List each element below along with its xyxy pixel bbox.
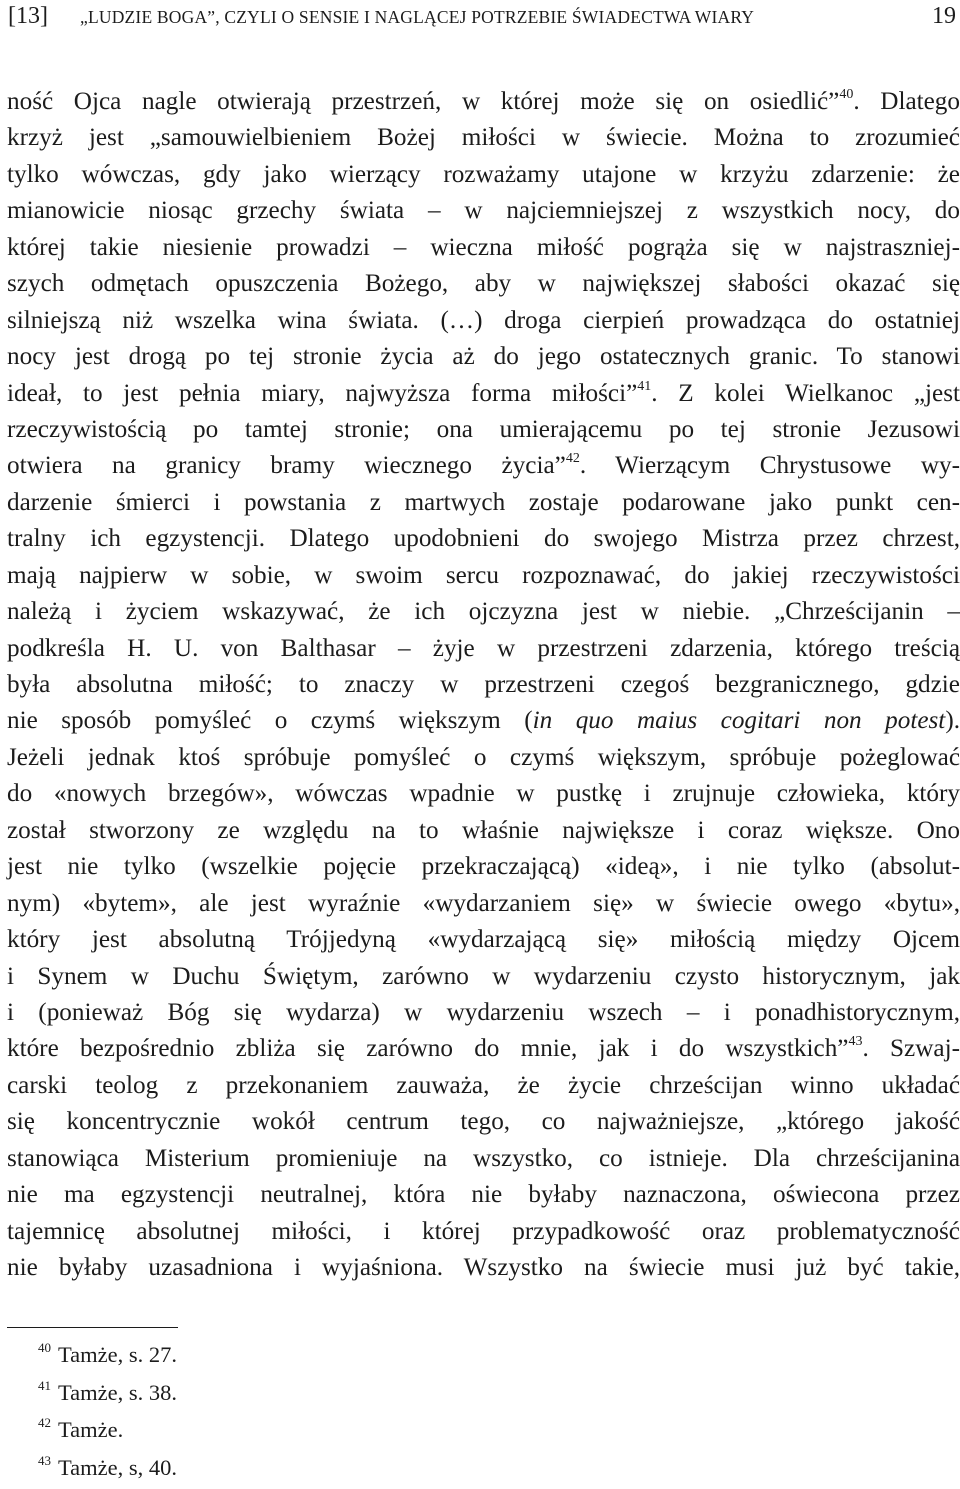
footnote-text: Tamże, s. 38. [58, 1379, 178, 1405]
text-span: . Szwaj- [862, 1035, 960, 1063]
footnote [38, 1411, 177, 1449]
text-line [7, 995, 960, 1031]
footnote [38, 1336, 177, 1374]
text-span: nie byłaby uzasadniona i wyjaśniona. Wszystko na świecie musi już być takie, [7, 1254, 960, 1281]
text-span: była absolutna miłość; to znaczy w przestrzeni czegoś bezgranicznego, gdzie [7, 671, 960, 698]
text-line [7, 703, 960, 739]
footnote-ref: 43 [848, 1034, 863, 1050]
text-line [7, 740, 960, 776]
text-line [7, 922, 960, 958]
footnote-number: 41 [38, 1377, 51, 1393]
text-span: tralny ich egzystencji. Dlatego upodobnieni do swojego Mistrza przez chrzest, [7, 525, 960, 553]
text-line [7, 303, 960, 339]
text-line [7, 849, 960, 885]
text-span: tajemnicę absolutnej miłości, i której przypadkowość oraz problematyczność [7, 1217, 960, 1245]
text-span: należą i życiem wskazywać, że ich ojczyzna jest w niebie. „Chrześcijanin – [7, 598, 960, 626]
text-line [7, 813, 960, 849]
footnote-ref: 41 [637, 378, 652, 394]
text-span: carski teolog z przekonaniem zauważa, że życie chrześcijan winno układać [7, 1071, 960, 1099]
text-span: się koncentrycznie wokół centrum tego, co najważniejsze, „którego jakość [7, 1108, 960, 1136]
text-line [7, 1250, 960, 1286]
footnote-text: Tamże, s, 40. [58, 1454, 178, 1480]
text-span: tylko wówczas, gdy jako wierzący rozważamy utajone w krzyżu zdarzenie: że [7, 160, 960, 188]
footnote-text: Tamże. [58, 1417, 124, 1443]
text-line [7, 1031, 960, 1067]
footnote-ref: 42 [565, 451, 580, 467]
text-line [7, 776, 960, 812]
text-span: rzeczywistością po tamtej stronie; ona umierającemu po tej stronie Jezusowi [7, 415, 960, 443]
text-span: został stworzony ze względu na to właśnie największe i coraz większe. Ono [7, 816, 960, 844]
text-line [7, 1068, 960, 1104]
text-line [7, 448, 960, 484]
text-span: nocy jest drogą po tej stronie życia aż do jego ostatecznych granic. To stanowi [7, 343, 960, 371]
text-span: . Dlatego [853, 88, 960, 115]
text-line [7, 631, 960, 667]
text-span: Jeżeli jednak ktoś spróbuje pomyśleć o czymś większym, spróbuje pożeglować [7, 743, 960, 771]
text-span: i (ponieważ Bóg się wydarza) w wydarzeniu wszech – i ponadhistorycznym, [7, 998, 960, 1026]
text-span: ideał, to jest pełnia miary, najwyższa forma miłości” [7, 379, 638, 407]
text-line [7, 412, 960, 448]
text-span: które bezpośrednio zbliża się zarówno do mnie, jak i do wszystkich” [7, 1035, 849, 1063]
text-line [7, 1141, 960, 1177]
text-line [7, 230, 960, 266]
text-line [7, 1177, 960, 1213]
chapter-number: [13] [8, 3, 48, 29]
text-line [7, 594, 960, 630]
text-line [7, 84, 960, 120]
text-span: ). [945, 707, 960, 735]
footnote-separator [7, 1327, 178, 1328]
text-span: . Wierzącym Chrystusowe wy- [579, 452, 960, 480]
footnote-number: 43 [38, 1452, 51, 1468]
text-span: ność Ojca nagle otwierają przestrzeń, w której może się on osiedlić” [7, 88, 840, 115]
text-line [7, 558, 960, 594]
footnote-number: 42 [38, 1415, 51, 1431]
text-line [7, 266, 960, 302]
text-line [7, 485, 960, 521]
running-header [0, 0, 960, 40]
body-text [7, 84, 960, 1286]
text-span: nie sposób pomyśleć o czymś większym ( [7, 707, 533, 735]
text-span: . Z kolei Wielkanoc „jest [651, 379, 960, 407]
footnote-text: Tamże, s. 27. [58, 1342, 178, 1367]
text-span: jest nie tylko (wszelkie pojęcie przekraczającą) «ideą», i nie tylko (absolut- [7, 853, 960, 881]
footnote [38, 1374, 177, 1412]
text-span: do «nowych brzegów», wówczas wpadnie w pustkę i zrujnuje człowieka, który [7, 780, 960, 808]
text-span: której takie niesienie prowadzi – wieczna miłość pogrąża się w najstraszniej- [7, 233, 960, 261]
text-line [7, 376, 960, 412]
footnotes [38, 1336, 177, 1486]
text-span: silniejszą niż wszelka wina świata. (…) droga cierpień prowadząca do ostatniej [7, 306, 960, 334]
text-line [7, 1104, 960, 1140]
running-title: „LUDZIE BOGA”, CZYLI O SENSIE I NAGLĄCEJ POTRZEBIE ŚWIADECTWA WIARY [80, 7, 755, 27]
text-span: darzenie śmierci i powstania z martwych zostaje podarowane jako punkt cen- [7, 488, 960, 516]
page-number: 19 [932, 3, 956, 29]
footnote-ref: 40 [839, 87, 854, 102]
text-line [7, 157, 960, 193]
text-span: otwiera na granicy bramy wiecznego życia” [7, 452, 566, 480]
text-span: i Synem w Duchu Świętym, zarówno w wydarzeniu czysto historycznym, jak [7, 962, 960, 990]
text-line [7, 521, 960, 557]
text-span: mianowicie niosąc grzechy świata – w najciemniejszej z wszystkich nocy, do [7, 197, 960, 225]
text-span: nym) «bytem», ale jest wyraźnie «wydarzaniem się» w świecie owego «bytu», [7, 889, 960, 917]
text-line [7, 339, 960, 375]
footnote [38, 1449, 177, 1487]
text-line [7, 193, 960, 229]
text-span: stanowiąca Misterium promieniuje na wszystko, co istnieje. Dla chrześcijanina [7, 1144, 960, 1172]
text-span: nie ma egzystencji neutralnej, która nie byłaby naznaczona, oświecona przez [7, 1181, 960, 1209]
text-span: krzyż jest „samouwielbieniem Bożej miłości w świecie. Można to zrozumieć [7, 124, 960, 152]
text-span: podkreśla H. U. von Balthasar – żyje w przestrzeni zdarzenia, którego treścią [7, 634, 960, 662]
text-line [7, 886, 960, 922]
footnote-number: 40 [38, 1340, 51, 1355]
text-line [7, 120, 960, 156]
text-span: który jest absolutną Trójjedyną «wydarzającą się» miłością między Ojcem [7, 926, 960, 954]
text-line [7, 1214, 960, 1250]
text-line [7, 667, 960, 703]
italic-phrase: in quo maius cogitari non potest [532, 707, 946, 735]
text-span: szych odmętach opuszczenia Bożego, aby w największej słabości okazać się [7, 270, 960, 298]
text-line [7, 959, 960, 995]
text-span: mają najpierw w sobie, w swoim sercu rozpoznawać, do jakiej rzeczywistości [7, 561, 960, 589]
